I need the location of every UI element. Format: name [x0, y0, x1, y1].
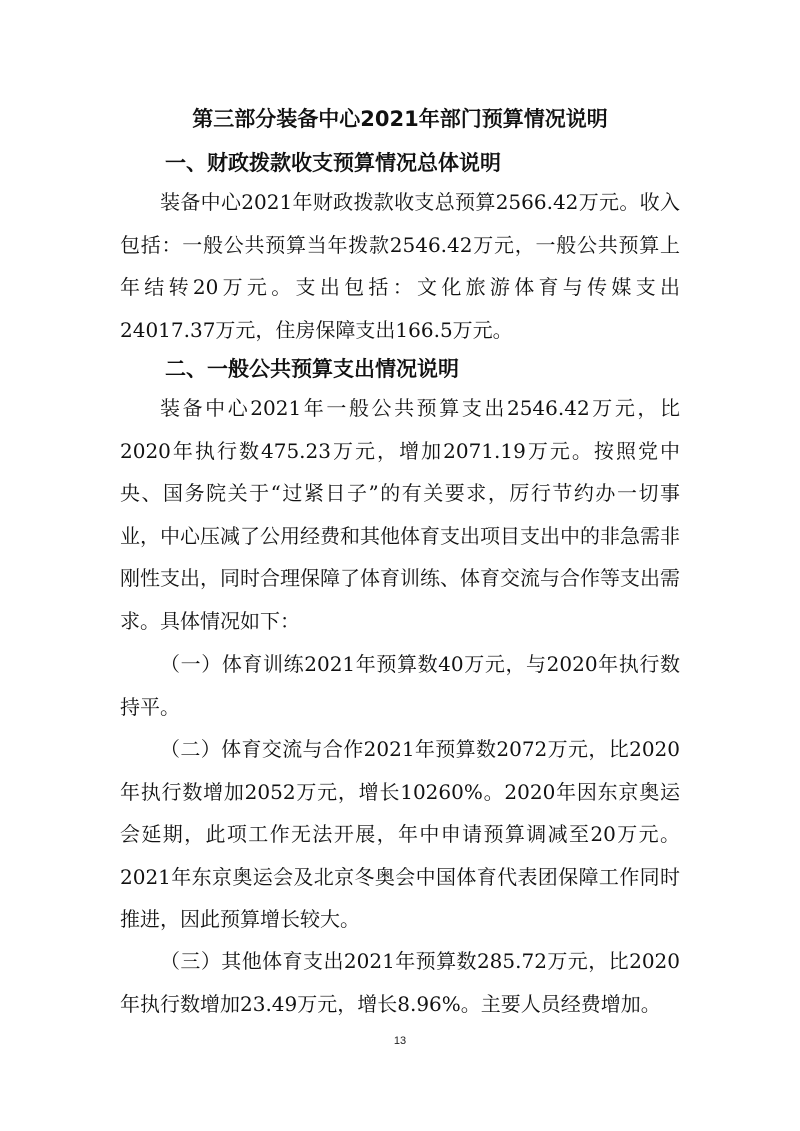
section-heading-1: 一、财政拨款收支预算情况总体说明	[165, 151, 501, 175]
section-2-paragraph-1: 装备中心2021年一般公共预算支出2546.42万元，比2020年执行数475.23万元，增加2071.19万元。按照党中央、国务院关于“过紧日子”的有关要求，厉行节约办一切事业，中心压减了公用经费和其他体育支出项目支出中的非急需非刚性支出，同时合理保障了体育训练、体育交流与合作等支出需求。具体情况如下：	[120, 396, 680, 633]
page-title: 第三部分装备中心2021年部门预算情况说明	[192, 107, 608, 131]
page-number: 13	[393, 1035, 407, 1047]
section-1-paragraph-1: 装备中心2021年财政拨款收支总预算2566.42万元。收入包括：一般公共预算当年拨款2546.42万元，一般公共预算上年结转20万元。支出包括：文化旅游体育与传媒支出24017.37万元，住房保障支出166.5万元。	[120, 190, 680, 342]
section-2-paragraph-3: （二）体育交流与合作2021年预算数2072万元，比2020年执行数增加2052万元，增长10260%。2020年因东京奥运会延期，此项工作无法开展，年中申请预算调减至20万元。2021年东京奥运会及北京冬奥会中国体育代表团保障工作同时推进，因此预算增长较大。	[120, 737, 680, 932]
section-heading-2: 二、一般公共预算支出情况说明	[165, 357, 459, 381]
section-2-paragraph-2: （一）体育训练2021年预算数40万元，与2020年执行数持平。	[120, 652, 680, 719]
section-2-paragraph-4: （三）其他体育支出2021年预算数285.72万元，比2020年执行数增加23.49万元，增长8.96%。主要人员经费增加。	[120, 949, 680, 1016]
